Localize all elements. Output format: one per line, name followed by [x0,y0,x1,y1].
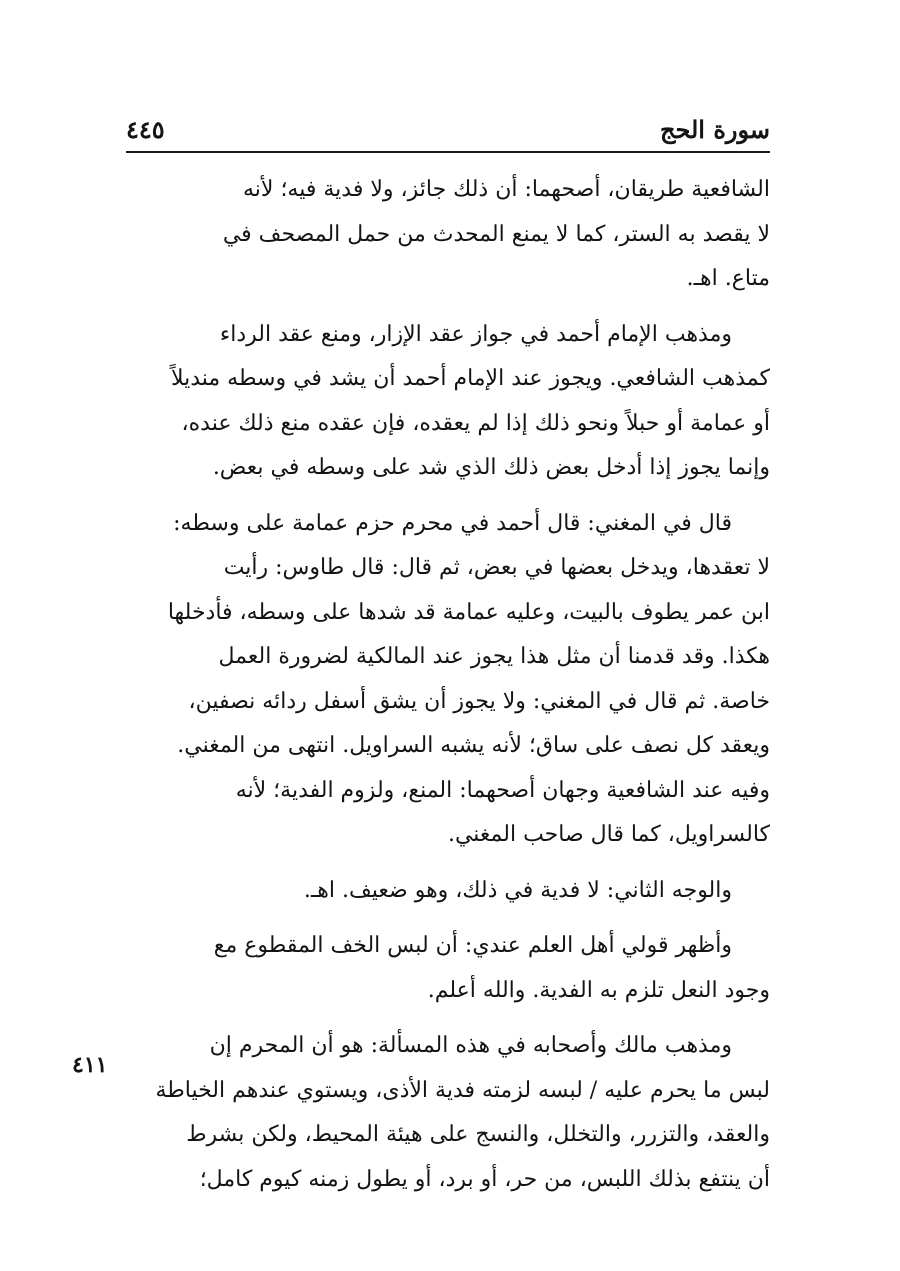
paragraph-3 [126,502,770,858]
text-line: والوجه الثاني: لا فدية في ذلك، وهو ضعيف. اهـ. [303,877,732,903]
text-line: وجود النعل تلزم به الفدية. والله أعلم. [427,977,770,1003]
text-line: أن ينتفع بذلك اللبس، من حر، أو برد، أو يطول زمنه كيوم كامل؛ [199,1166,770,1192]
text-line: هكذا. وقد قدمنا أن مثل هذا يجوز عند المالكية لضرورة العمل [218,644,770,669]
paragraph-4 [126,869,770,914]
text-line: وإنما يجوز إذا أدخل بعض ذلك الذي شد على وسطه في بعض. [212,455,770,480]
text-line: خاصة. ثم قال في المغني: ولا يجوز أن يشق أسفل ردائه نصفين، [188,688,770,714]
page-header [126,110,770,150]
text-line: والعقد، والتزرر، والتخلل، والنسج على هيئة المحيط، ولكن بشرط [186,1122,770,1147]
text-line: قال في المغني: قال أحمد في محرم حزم عمامة على وسطه: [173,510,732,536]
paragraph-2 [126,313,770,491]
body-text [126,168,770,1202]
text-line: وأظهر قولي أهل العلم عندي: أن لبس الخف المقطوع مع [213,933,732,958]
text-line: ومذهب الإمام أحمد في جواز عقد الإزار، ومنع عقد الرداء [219,321,732,347]
text-line: كمذهب الشافعي. ويجوز عند الإمام أحمد أن يشد في وسطه منديلاً [170,366,770,391]
text-line: ويعقد كل نصف على ساق؛ لأنه يشبه السراويل. انتهى من المغني. [177,733,770,758]
header-divider [126,151,770,153]
surah-title: سورة الحج [660,115,770,144]
text-line: ومذهب مالك وأصحابه في هذه المسألة: هو أن المحرم إن [209,1033,732,1058]
text-line: الشافعية طريقان، أصحهما: أن ذلك جائز، ولا فدية فيه؛ لأنه [242,177,770,202]
text-line: لا يقصد به الستر، كما لا يمنع المحدث من حمل المصحف في [222,221,770,247]
text-line: كالسراويل، كما قال صاحب المغني. [447,822,770,847]
paragraph-5 [126,924,770,1013]
page-number: ٤٤٥ [126,115,165,144]
margin-page-reference: ٤١١ [72,1052,108,1078]
text-line: أو عمامة أو حبلاً ونحو ذلك إذا لم يعقده، فإن عقده منع ذلك عنده، [181,410,770,436]
text-line: لا تعقدها، ويدخل بعضها في بعض، ثم قال: قال طاوس: رأيت [223,555,770,580]
text-line: وفيه عند الشافعية وجهان أصحهما: المنع، ولزوم الفدية؛ لأنه [235,777,770,803]
text-line: متاع. اهـ. [686,266,770,291]
text-line: ابن عمر يطوف بالبيت، وعليه عمامة قد شدها على وسطه، فأدخلها [167,599,770,625]
text-line: لبس ما يحرم عليه / لبسه لزمته فدية الأذى، ويستوي عندهم الخياطة [155,1077,770,1103]
paragraph-6 [126,1024,770,1202]
paragraph-1 [126,168,770,302]
